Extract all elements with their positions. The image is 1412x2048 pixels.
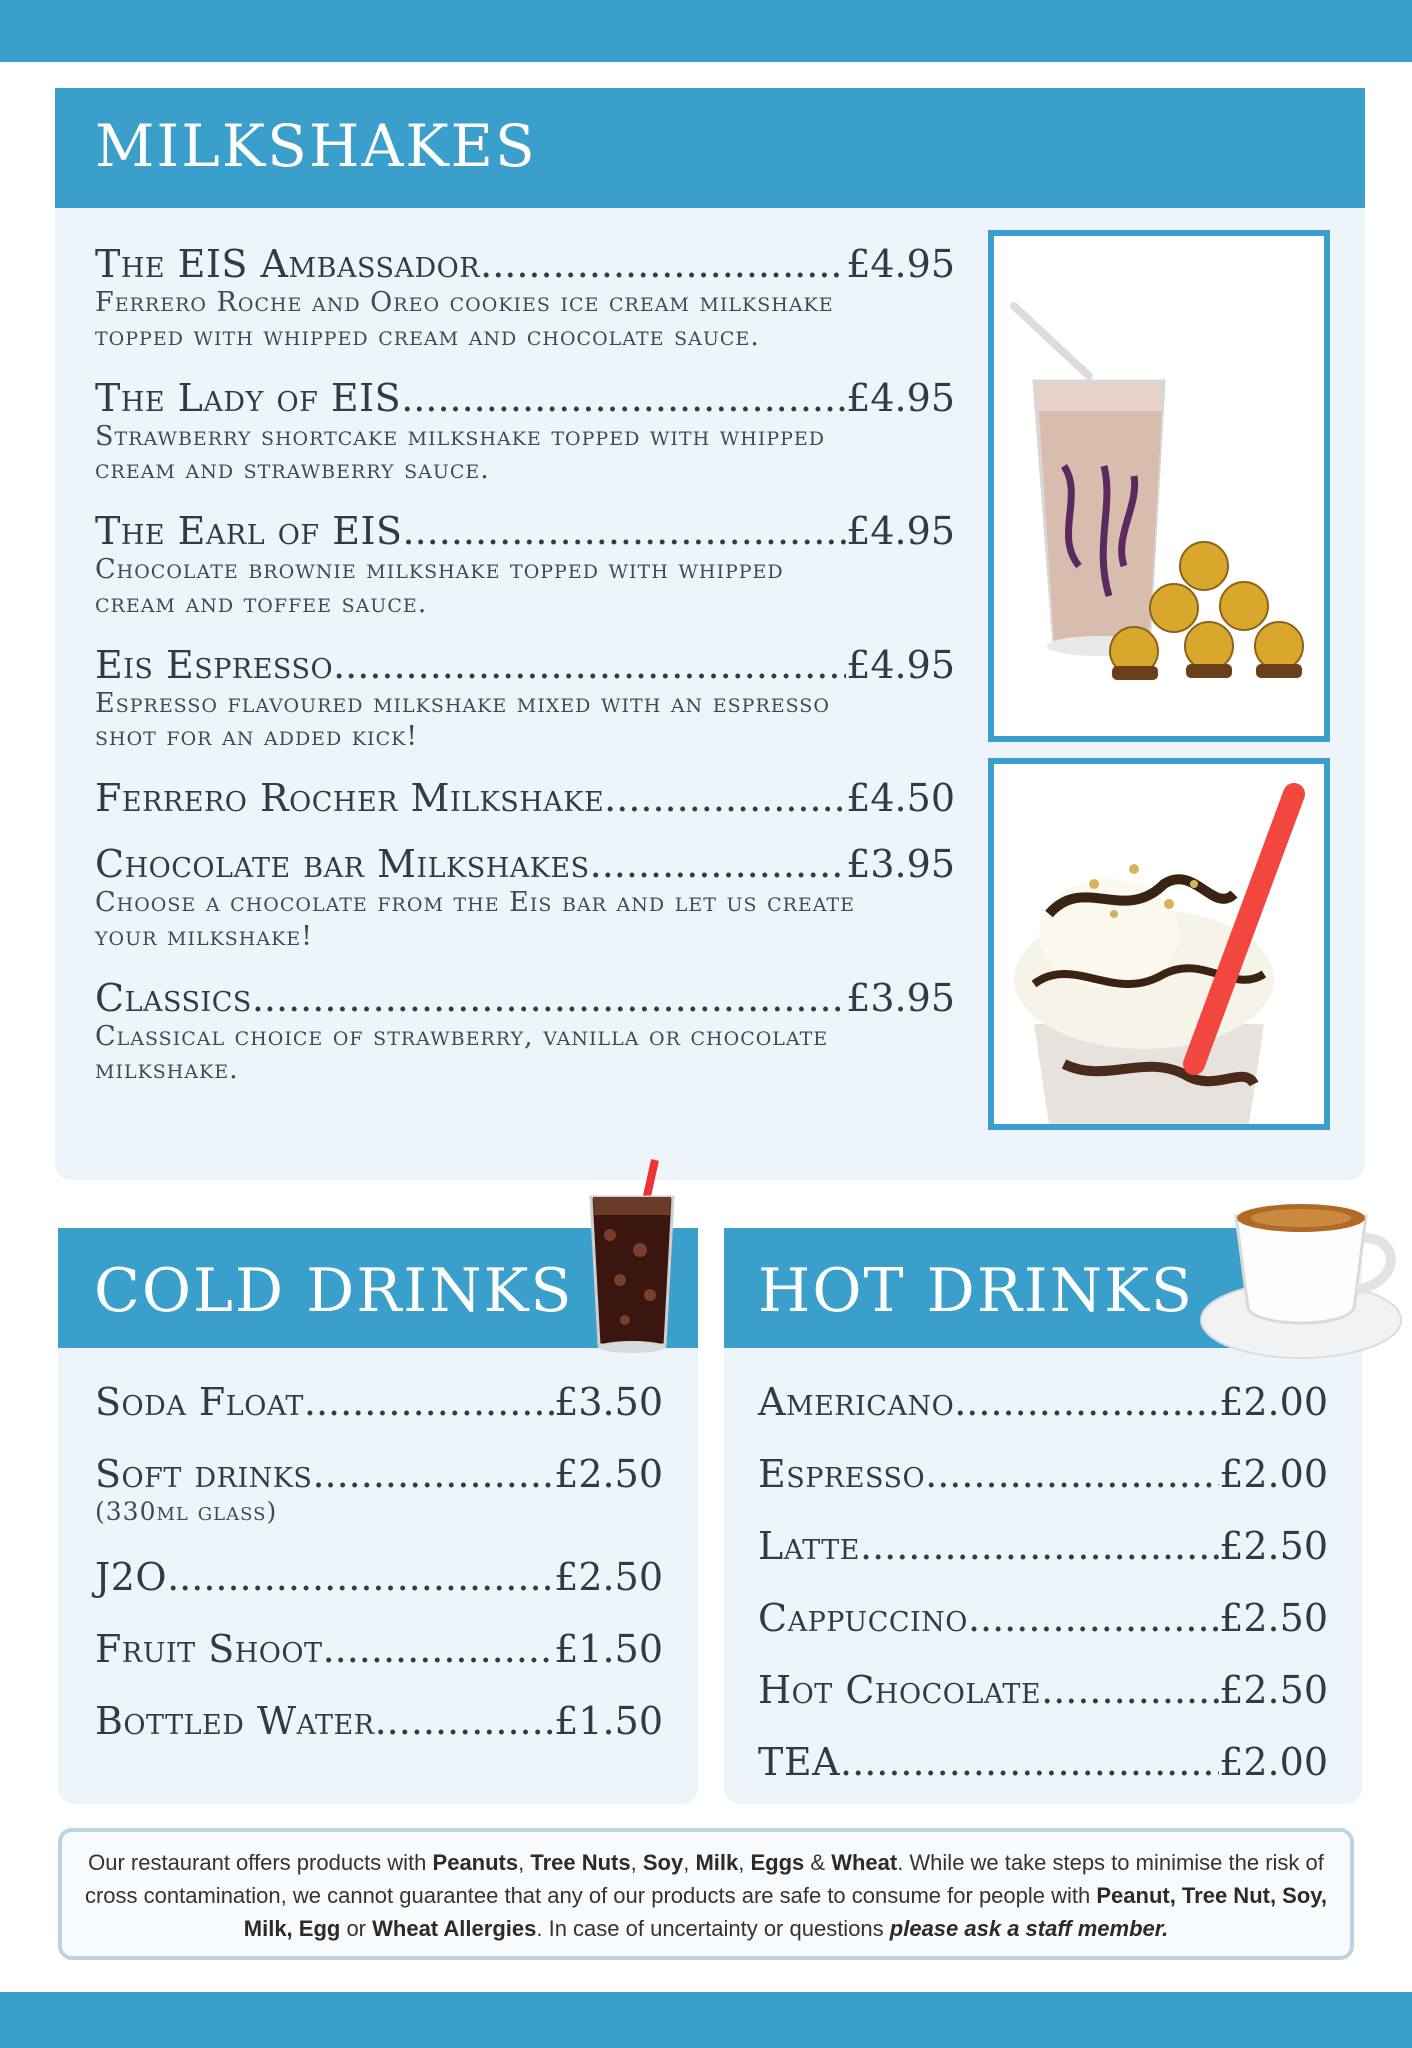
menu-item-price: £1.50 <box>554 1627 663 1672</box>
menu-item-description: Ferrero Roche and Oreo cookies ice cream milkshake topped with whipped cream and chocolate sauce. <box>95 287 834 352</box>
menu-item <box>758 1740 1328 1784</box>
whipped-milkshake-image <box>994 764 1324 1124</box>
menu-item-price: £2.50 <box>1219 1524 1328 1568</box>
hot-drinks-title: HOT DRINKS <box>758 1256 1195 1326</box>
menu-item-line <box>95 1380 663 1424</box>
bottom-bar <box>0 1992 1412 2048</box>
menu-item-line <box>95 1452 663 1496</box>
menu-item-name: Soda Float <box>95 1380 304 1424</box>
menu-item-name: The EIS Ambassador <box>95 242 481 286</box>
menu-item-price: £4.50 <box>846 776 955 820</box>
menu-item <box>95 1380 663 1424</box>
dot-leader <box>375 1699 555 1743</box>
menu-item-name: The Earl of EIS <box>95 509 403 553</box>
menu-item-description: (330ml glass) <box>95 1497 278 1526</box>
menu-item <box>95 509 955 621</box>
menu-item-line <box>758 1740 1328 1784</box>
ferrero-milkshake-image <box>994 236 1324 736</box>
allergen-wheat: Wheat <box>831 1850 898 1875</box>
dot-leader <box>333 643 846 687</box>
menu-item-name: Espresso <box>758 1452 926 1496</box>
menu-item-price: £2.50 <box>1219 1668 1328 1712</box>
menu-item-price: £2.50 <box>554 1555 663 1600</box>
allergy-text-9: . In case of uncertainty or questions <box>536 1916 890 1941</box>
menu-item-line <box>95 376 955 420</box>
menu-item-description: Strawberry shortcake milkshake topped with whipped cream and strawberry sauce. <box>95 420 826 486</box>
allergy-text-3: , <box>630 1850 643 1875</box>
milkshakes-list <box>95 242 955 1109</box>
menu-item-line <box>95 1555 663 1599</box>
menu-item-line <box>95 1627 663 1671</box>
menu-item-price: £2.00 <box>1219 1380 1328 1424</box>
menu-item <box>95 1555 663 1599</box>
menu-item-line <box>95 776 955 820</box>
top-bar <box>0 0 1412 62</box>
menu-item-price: £4.95 <box>846 509 955 553</box>
menu-item-price: £2.50 <box>1219 1596 1328 1640</box>
allergen-tree-nuts: Tree Nuts <box>530 1850 631 1875</box>
menu-item-name: Cappuccino <box>758 1596 968 1640</box>
menu-item <box>95 1699 663 1743</box>
allergy-notice <box>58 1828 1354 1960</box>
menu-item-name: Chocolate bar Milkshakes <box>95 842 590 886</box>
allergen-soy: Soy <box>642 1850 684 1875</box>
allergy-text-5: , <box>738 1850 751 1875</box>
menu-item-line <box>95 643 955 687</box>
menu-item-name: Soft drinks <box>95 1452 313 1496</box>
dot-leader <box>252 976 846 1020</box>
dot-leader <box>1041 1668 1219 1712</box>
dot-leader <box>590 842 847 886</box>
menu-item-line <box>758 1452 1328 1496</box>
menu-item-line <box>758 1524 1328 1568</box>
milkshake-photo-2 <box>988 758 1330 1130</box>
menu-item-name: Eis Espresso <box>95 642 334 687</box>
menu-item-description: Classical choice of strawberry, vanilla or chocolate milkshake. <box>95 1020 829 1086</box>
menu-item-price: £3.95 <box>846 975 955 1020</box>
menu-item <box>95 1452 663 1527</box>
cold-drinks-title: COLD DRINKS <box>94 1256 574 1326</box>
dot-leader <box>312 1452 554 1496</box>
menu-item-line <box>758 1668 1328 1712</box>
allergy-text-4: , <box>683 1850 696 1875</box>
menu-item-name: Fruit Shoot <box>95 1627 323 1672</box>
menu-item-name: Latte <box>758 1524 860 1568</box>
menu-item-price: £4.95 <box>846 642 955 687</box>
menu-item <box>758 1452 1328 1496</box>
menu-item <box>95 376 955 488</box>
menu-item-name: Hot Chocolate <box>758 1668 1042 1712</box>
menu-item-name: Ferrero Rocher Milkshake <box>95 776 605 820</box>
menu-item-name: Bottled Water <box>95 1699 375 1744</box>
allergy-text-1: Our restaurant offers products with <box>88 1850 433 1875</box>
allergy-text-7: . While we take steps to minimise the risk of cross contamination, we cannot guarantee that any of our products are safe to consume for people with <box>84 1850 1324 1908</box>
menu-item-price: £2.50 <box>554 1452 663 1496</box>
dot-leader <box>954 1380 1219 1424</box>
menu-item-line <box>95 976 955 1020</box>
menu-item <box>758 1668 1328 1712</box>
allergen-peanuts: Peanuts <box>432 1850 519 1875</box>
dot-leader <box>401 376 846 420</box>
allergy-text-8: or <box>340 1916 373 1941</box>
dot-leader <box>604 776 846 820</box>
menu-item <box>95 1627 663 1671</box>
menu-item-price: £3.50 <box>554 1380 663 1424</box>
menu-item-name: TEA <box>758 1740 841 1784</box>
hot-drinks-header <box>724 1228 1244 1348</box>
milkshakes-header <box>55 88 1365 208</box>
menu-item <box>758 1524 1328 1568</box>
dot-leader <box>304 1380 554 1424</box>
menu-item <box>95 976 955 1088</box>
dot-leader <box>860 1524 1219 1568</box>
menu-item <box>95 776 955 820</box>
menu-item-name: Americano <box>758 1380 955 1424</box>
milkshakes-title: MILKSHAKES <box>95 112 537 180</box>
menu-item <box>758 1596 1328 1640</box>
menu-item-name: The Lady of EIS <box>95 375 402 420</box>
menu-item-name: Classics <box>95 975 252 1020</box>
menu-item-price: £2.00 <box>1219 1452 1328 1496</box>
menu-item-description: Choose a chocolate from the Eis bar and let us create your milkshake! <box>95 887 856 952</box>
dot-leader <box>480 242 846 286</box>
dot-leader <box>840 1740 1219 1784</box>
allergen-eggs: Eggs <box>750 1850 805 1875</box>
hot-drinks-list <box>758 1380 1328 1812</box>
menu-item-price: £4.95 <box>846 242 955 286</box>
ask-staff-note: please ask a staff member. <box>889 1916 1169 1941</box>
dot-leader <box>968 1596 1219 1640</box>
menu-item <box>95 242 955 354</box>
menu-item-price: £4.95 <box>846 375 955 420</box>
menu-item-line <box>95 1699 663 1743</box>
dot-leader <box>323 1627 555 1671</box>
menu-item-description: Espresso flavoured milkshake mixed with an espresso shot for an added kick! <box>95 687 830 753</box>
menu-item <box>758 1380 1328 1424</box>
menu-item-name: J2O <box>95 1555 168 1600</box>
menu-item-price: £2.00 <box>1219 1740 1328 1784</box>
allergy-text-6: & <box>804 1850 832 1875</box>
dot-leader <box>167 1555 554 1599</box>
allergy-text-2: , <box>518 1850 531 1875</box>
menu-item-line <box>95 842 955 886</box>
menu-item-description: Chocolate brownie milkshake topped with whipped cream and toffee sauce. <box>95 554 784 619</box>
menu-item <box>95 643 955 755</box>
menu-item <box>95 842 955 954</box>
dot-leader <box>925 1452 1219 1496</box>
menu-item-line <box>758 1596 1328 1640</box>
allergen-milk: Milk <box>695 1850 739 1875</box>
menu-item-line <box>95 242 955 286</box>
cold-drinks-list <box>95 1380 663 1771</box>
menu-item-line <box>95 509 955 553</box>
cola-glass-image <box>585 1155 680 1360</box>
milkshake-photo-1 <box>988 230 1330 742</box>
menu-item-price: £1.50 <box>554 1699 663 1744</box>
dot-leader <box>403 509 847 553</box>
coffee-cup-image <box>1196 1198 1406 1373</box>
menu-item-price: £3.95 <box>846 842 955 886</box>
allergy-list-bold: Peanut, Tree Nut, Soy, Milk, Egg <box>243 1883 1328 1941</box>
allergy-wheat-bold: Wheat Allergies <box>372 1916 537 1941</box>
menu-item-line <box>758 1380 1328 1424</box>
